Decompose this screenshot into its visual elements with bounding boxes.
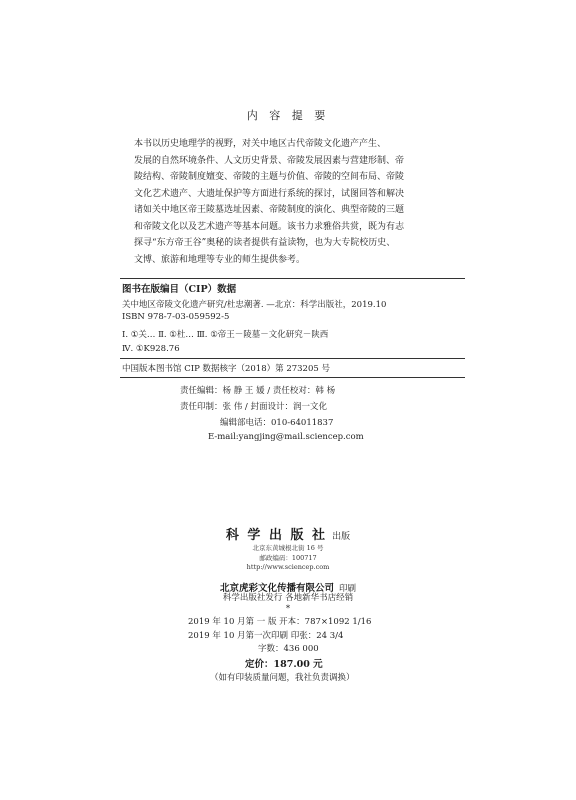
distribution-note: 科学出版社发行 各地新华书店经销 — [222, 593, 354, 603]
summary-line: 陵结构、帝陵制度嬗变、帝陵的主题与价值、帝陵的空间布局、帝陵 — [134, 172, 405, 182]
cip-classification: Ⅰ. ①关… Ⅱ. ①杜… Ⅲ. ①帝王－陵墓－文化研究－陕西 — [122, 330, 329, 340]
editorial-email: E-mail:yangjing@mail.sciencep.com — [208, 432, 364, 442]
printer-suffix: 印刷 — [339, 584, 357, 594]
edition-format: 2019 年 10 月第 一 版 开本：787×1092 1/16 — [188, 617, 372, 627]
summary-line: 本书以历史地理学的视野，对关中地区古代帝陵文化遗产产生、 — [134, 139, 387, 149]
summary-line: 文博、旅游和地理等专业的师生提供参考。 — [134, 254, 306, 265]
quality-note: （如有印装质量问题，我社负责调换） — [210, 673, 355, 683]
summary-body — [134, 136, 462, 268]
printer-name: 北京虎彩文化传播有限公司 — [219, 583, 334, 594]
separator-star: * — [285, 604, 291, 614]
summary-line: 发展的自然环境条件、人文历史背景、帝陵发展因素与营建形制、帝 — [134, 155, 405, 166]
publisher-line — [0, 524, 576, 543]
word-count: 字数：436 000 — [258, 644, 319, 654]
cip-heading: 图书在版编目（CIP）数据 — [122, 284, 237, 295]
publisher-address: 北京东黄城根北街 16 号 — [252, 544, 324, 552]
cip-title-line: 关中地区帝陵文化遗产研究/杜忠潮著. —北京：科学出版社，2019.10 — [122, 300, 387, 310]
cip-top-rule — [120, 278, 465, 279]
publisher-postcode: 邮政编码：100717 — [259, 554, 317, 562]
publisher-name: 科 学 出 版 社 — [225, 528, 327, 543]
cip-call-number: Ⅳ. ①K928.76 — [122, 344, 180, 354]
cip-bottom-rule — [120, 377, 465, 378]
production-credits: 责任印制：张 伟 / 封面设计：润一文化 — [180, 402, 327, 412]
summary-title: 内 容 提 要 — [246, 109, 330, 122]
editor-credits: 责任编辑：杨 静 王 媛 / 责任校对：韩 杨 — [180, 386, 336, 396]
price: 定价：187.00 元 — [245, 659, 323, 670]
summary-line: 和帝陵文化以及艺术遗产等基本问题。该书力求雅俗共赏，既为有志 — [134, 221, 405, 232]
cip-record-number: 中国版本图书馆 CIP 数据核字（2018）第 273205 号 — [122, 364, 330, 374]
printing-sheets: 2019 年 10 月第一次印刷 印张：24 3/4 — [188, 631, 344, 641]
editorial-phone: 编辑部电话：010-64011837 — [220, 418, 334, 428]
cip-middle-rule — [120, 358, 465, 359]
summary-line: 文化艺术遗产、大遗址保护等方面进行系统的探讨，试图回答和解决 — [134, 188, 405, 199]
publisher-suffix: 出版 — [332, 532, 351, 542]
summary-line: 诸如关中地区帝王陵墓选址因素、帝陵制度的演化、典型帝陵的三题 — [134, 205, 405, 215]
publisher-website: http://www.sciencep.com — [246, 563, 330, 571]
cip-isbn: ISBN 978-7-03-059592-5 — [122, 312, 230, 322]
summary-line: 探寻“东方帝王谷”奥秘的读者提供有益读物，也为大专院校历史、 — [134, 238, 396, 248]
